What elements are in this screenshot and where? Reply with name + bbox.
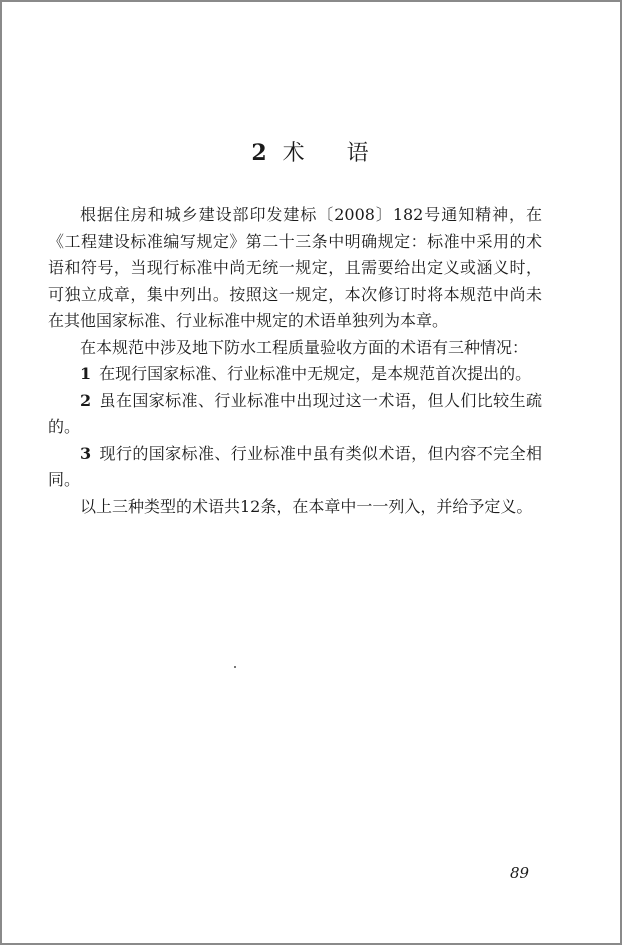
list-item-1 bbox=[48, 361, 542, 388]
paragraph-summary: 以上三种类型的术语共12条，在本章中一一列入，并给予定义。 bbox=[80, 496, 533, 516]
list-item-1-number: 1 bbox=[80, 364, 92, 383]
scan-speck bbox=[234, 666, 236, 668]
list-item-2 bbox=[48, 388, 542, 441]
list-item-3-text: 现行的国家标准、行业标准中虽有类似术语，但内容不完全相同。 bbox=[48, 443, 542, 489]
list-item-2-text: 虽在国家标准、行业标准中出现过这一术语，但人们比较生疏的。 bbox=[48, 390, 542, 436]
paragraph-cases: 在本规范中涉及地下防水工程质量验收方面的术语有三种情况： bbox=[80, 337, 529, 357]
paragraph-intro: 根据住房和城乡建设部印发建标〔2008〕182号通知精神，在《工程建设标准编写规定》第二十三条中明确规定：标准中采用的术语和符号，当现行标准中尚无统一规定，且需要给出定义或涵义时，可独立成章，集中列出。按照这一规定，本次修订时将本规范中尚未在其他国家标准、行业标准中规定的术语单独列为本章。 bbox=[48, 205, 542, 330]
list-item-3 bbox=[48, 441, 542, 494]
list-item-1-text: 在现行国家标准、行业标准中无规定，是本规范首次提出的。 bbox=[99, 364, 532, 383]
list-item-2-number: 2 bbox=[80, 390, 92, 410]
chapter-title-word-2: 语 bbox=[346, 141, 371, 166]
chapter-title bbox=[2, 136, 620, 167]
chapter-number: 2 bbox=[251, 140, 269, 166]
page-number: 89 bbox=[510, 864, 530, 882]
chapter-title-word-1: 术 bbox=[282, 141, 307, 166]
list-item-3-number: 3 bbox=[80, 443, 92, 463]
chapter-body bbox=[48, 202, 542, 520]
